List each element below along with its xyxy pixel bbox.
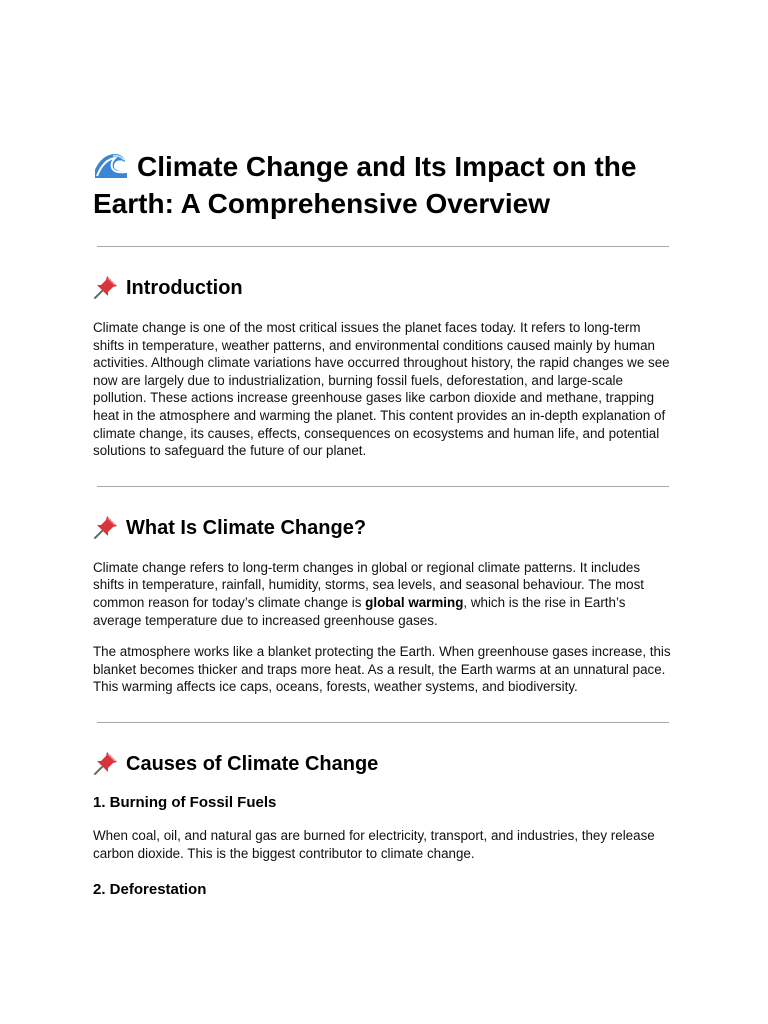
section-divider <box>97 246 669 247</box>
introduction-paragraph: Climate change is one of the most critical issues the planet faces today. It refers to long-term shifts in temperature, weather patterns, and environmental conditions caused mainly by human activities. Although climate variations have occurred throughout history, the rapid changes we see now are largely due to industrialization, burning fossil fuels, deforestation, and large-scale pollution. These actions increase greenhouse gases like carbon dioxide and methane, trapping heat in the atmosphere and warming the planet. This content provides an in-depth explanation of climate change, its causes, effects, consequences on ecosystems and human life, and potential solutions to safeguard the future of our planet. <box>93 320 670 459</box>
section-divider <box>97 486 669 487</box>
global-warming-bold: global warming <box>365 594 464 610</box>
section-heading-introduction <box>93 274 673 301</box>
pushpin-icon <box>93 750 119 776</box>
section-divider <box>97 722 669 723</box>
pushpin-icon <box>93 514 119 540</box>
what-is-paragraph-1 <box>93 559 673 629</box>
document-title-text: Climate Change and Its Impact on the Earth: A Comprehensive Overview <box>93 151 637 219</box>
pushpin-icon <box>93 274 119 300</box>
what-is-p1-text-end: , which is the rise in Earth’s average temperature due to increased greenhouse gases. <box>93 594 626 628</box>
section-heading-text: Introduction <box>126 277 243 299</box>
cause-heading-fossil-fuels: 1. Burning of Fossil Fuels <box>93 793 277 811</box>
what-is-paragraph-2: The atmosphere works like a blanket protecting the Earth. When greenhouse gases increase, this blanket becomes thicker and traps more heat. As a result, the Earth warms at an unnatural pace. This warming affects ice caps, oceans, forests, weather systems, and biodiversity. <box>93 644 671 695</box>
section-heading-text: What Is Climate Change? <box>126 516 367 539</box>
document-page <box>93 148 673 900</box>
section-heading-what-is <box>93 514 673 541</box>
section-heading-text: Causes of Climate Change <box>126 752 379 775</box>
wave-icon <box>93 150 129 180</box>
what-is-p1-text: Climate change refers to long-term changes in global or regional climate patterns. It includes shifts in temperature, rainfall, humidity, storms, sea levels, and seasonal behaviour. The most common reason for today’s climate change is <box>93 559 645 610</box>
cause-heading-deforestation: 2. Deforestation <box>93 881 207 899</box>
document-title <box>93 148 673 222</box>
section-heading-causes <box>93 750 673 777</box>
cause-text-fossil-fuels: When coal, oil, and natural gas are burned for electricity, transport, and industries, they release carbon dioxide. This is the biggest contributor to climate change. <box>93 827 655 861</box>
